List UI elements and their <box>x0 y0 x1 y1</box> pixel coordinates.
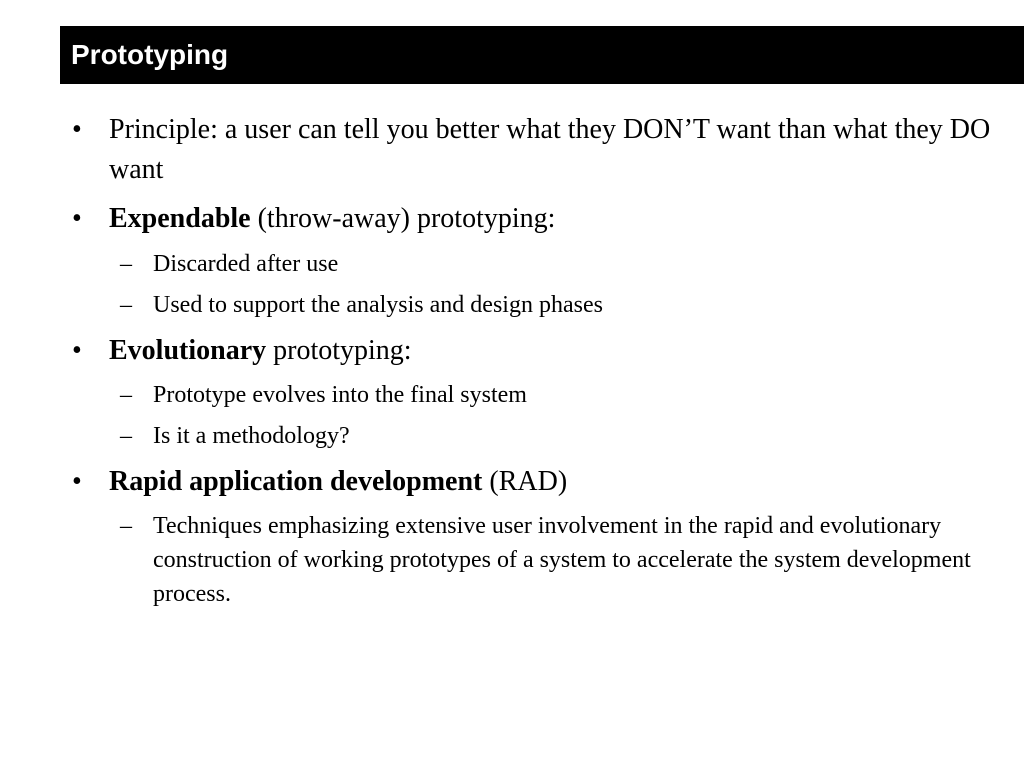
subitem-text: Discarded after use <box>153 251 339 277</box>
bullet-marker: • <box>72 114 82 145</box>
bullet-text: Principle: a user can tell you better what they DON’T want than what they DO want <box>109 114 991 185</box>
dash-marker: – <box>120 382 132 408</box>
dash-marker: – <box>120 292 132 318</box>
slide-title: Prototyping <box>71 39 229 70</box>
bullet-text <box>109 462 1004 502</box>
bullet-bold-term: Evolutionary <box>109 335 267 366</box>
bullet-bold-term: Rapid application development <box>109 466 483 497</box>
subitem-text: Techniques emphasizing extensive user involvement in the rapid and evolutionary construction of working prototypes of a system to accelerate the system development process. <box>153 513 971 607</box>
subitem-text: Used to support the analysis and design phases <box>153 292 603 318</box>
bullet-rest: (throw-away) prototyping: <box>250 203 556 234</box>
dash-marker: – <box>120 251 132 277</box>
bullet-marker: • <box>72 203 82 234</box>
bullet-text <box>109 331 1004 371</box>
bullet-marker: • <box>72 466 82 497</box>
bullet-marker: • <box>72 335 82 366</box>
bullet-rest: (RAD) <box>482 466 568 497</box>
subitem-text: Is it a methodology? <box>153 423 350 449</box>
dash-marker: – <box>120 513 132 539</box>
subitem-text: Prototype evolves into the final system <box>153 382 527 408</box>
bullet-text <box>109 199 1004 239</box>
bullet-rest: prototyping: <box>266 335 412 366</box>
dash-marker: – <box>120 423 132 449</box>
bullet-bold-term: Expendable <box>109 203 251 234</box>
